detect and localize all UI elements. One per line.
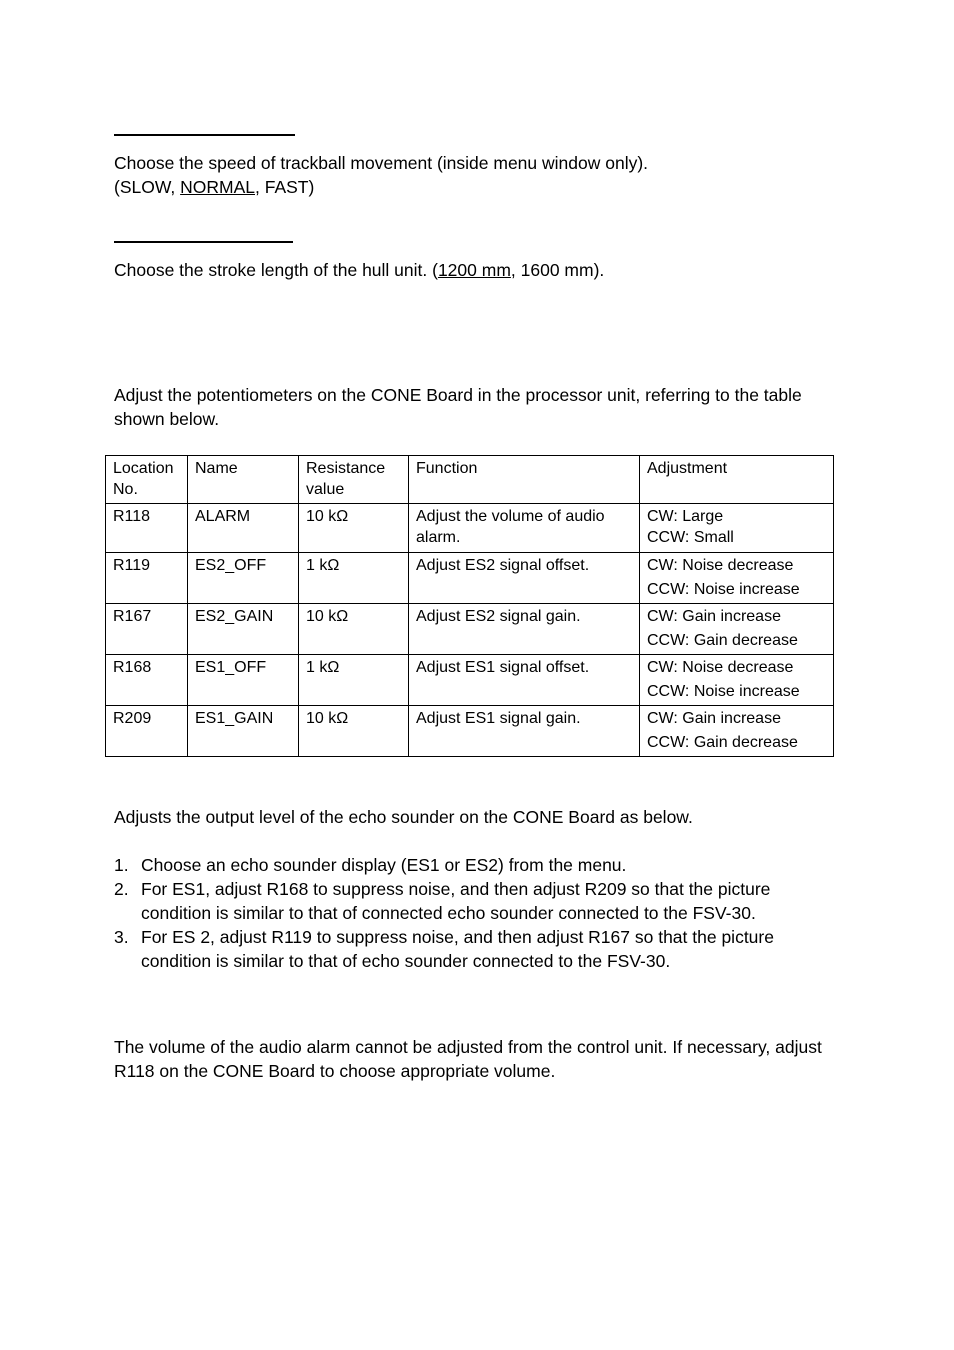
- step-line: For ES1, adjust R168 to suppress noise, and then adjust R209 so that the picture: [141, 879, 771, 899]
- cell-resistance: 1 kΩ: [299, 553, 409, 604]
- section-rule-stroke: [114, 241, 293, 243]
- cell-name: ES1_OFF: [188, 655, 299, 706]
- cell-name: ES2_OFF: [188, 553, 299, 604]
- cell-function: Adjust ES1 signal offset.: [409, 655, 640, 706]
- header-location: Location No.: [106, 456, 188, 504]
- cell-adjustment: CW: Noise decrease CCW: Noise increase: [640, 655, 834, 706]
- potentiometers-intro: [114, 383, 802, 431]
- cell-name: ES2_GAIN: [188, 604, 299, 655]
- table-row: [106, 706, 834, 757]
- section-rule-trackball: [114, 134, 295, 136]
- table-row: [106, 655, 834, 706]
- header-function: Function: [409, 456, 640, 504]
- list-item: [114, 925, 854, 973]
- step-line: condition is similar to that of connected echo sounder connected to the FSV-30.: [141, 903, 756, 923]
- table-row: [106, 604, 834, 655]
- alarm-description: [114, 1035, 822, 1083]
- trackball-option-open: (SLOW,: [114, 177, 181, 197]
- cell-adjustment: CW: Gain increase CCW: Gain decrease: [640, 706, 834, 757]
- header-adjustment: Adjustment: [640, 456, 834, 504]
- cell-location: R209: [106, 706, 188, 757]
- cell-name: ES1_GAIN: [188, 706, 299, 757]
- cell-function: Adjust the volume of audio alarm.: [409, 504, 640, 553]
- potentiometer-table: [105, 455, 834, 757]
- stroke-default: 1200 mm: [437, 260, 511, 280]
- cell-resistance: 10 kΩ: [299, 504, 409, 553]
- step-line: Choose an echo sounder display (ES1 or ES2) from the menu.: [141, 855, 627, 875]
- alarm-line1: The volume of the audio alarm cannot be adjusted from the control unit. If necessary, adjust: [114, 1037, 822, 1057]
- step-line: condition is similar to that of echo sounder connected to the FSV-30.: [141, 951, 671, 971]
- potentiometers-intro-line1: Adjust the potentiometers on the CONE Board in the processor unit, referring to the table: [114, 385, 802, 405]
- table-row: [106, 553, 834, 604]
- stroke-suffix: , 1600 mm).: [510, 260, 605, 280]
- cell-resistance: 1 kΩ: [299, 655, 409, 706]
- step-number: 3.: [114, 927, 129, 947]
- stroke-description: [114, 258, 604, 282]
- table-header-row: [106, 456, 834, 504]
- cell-location: R118: [106, 504, 188, 553]
- echo-intro: Adjusts the output level of the echo sounder on the CONE Board as below.: [114, 807, 693, 827]
- alarm-line2: R118 on the CONE Board to choose appropriate volume.: [114, 1061, 556, 1081]
- trackball-description: [114, 151, 648, 199]
- cell-adjustment: CW: Gain increase CCW: Gain decrease: [640, 604, 834, 655]
- cell-function: Adjust ES2 signal gain.: [409, 604, 640, 655]
- cell-resistance: 10 kΩ: [299, 604, 409, 655]
- trackball-option-default: NORMAL: [180, 177, 255, 197]
- cell-function: Adjust ES1 signal gain.: [409, 706, 640, 757]
- cell-resistance: 10 kΩ: [299, 706, 409, 757]
- table-row: [106, 504, 834, 553]
- cell-location: R167: [106, 604, 188, 655]
- step-number: 1.: [114, 855, 129, 875]
- trackball-option-close: , FAST): [255, 177, 315, 197]
- cell-name: ALARM: [188, 504, 299, 553]
- list-item: [114, 877, 854, 925]
- step-number: 2.: [114, 879, 129, 899]
- step-line: For ES 2, adjust R119 to suppress noise, and then adjust R167 so that the picture: [141, 927, 774, 947]
- echo-steps-list: [114, 853, 854, 973]
- cell-function: Adjust ES2 signal offset.: [409, 553, 640, 604]
- cell-location: R119: [106, 553, 188, 604]
- header-resistance: Resistance value: [299, 456, 409, 504]
- cell-location: R168: [106, 655, 188, 706]
- potentiometers-intro-line2: shown below.: [114, 409, 220, 429]
- cell-adjustment: CW: Large CCW: Small: [640, 504, 834, 553]
- trackball-line: Choose the speed of trackball movement (inside menu window only).: [114, 153, 649, 173]
- cell-adjustment: CW: Noise decrease CCW: Noise increase: [640, 553, 834, 604]
- list-item: [114, 853, 854, 877]
- stroke-prefix: Choose the stroke length of the hull unit. (: [114, 260, 438, 280]
- header-name: Name: [188, 456, 299, 504]
